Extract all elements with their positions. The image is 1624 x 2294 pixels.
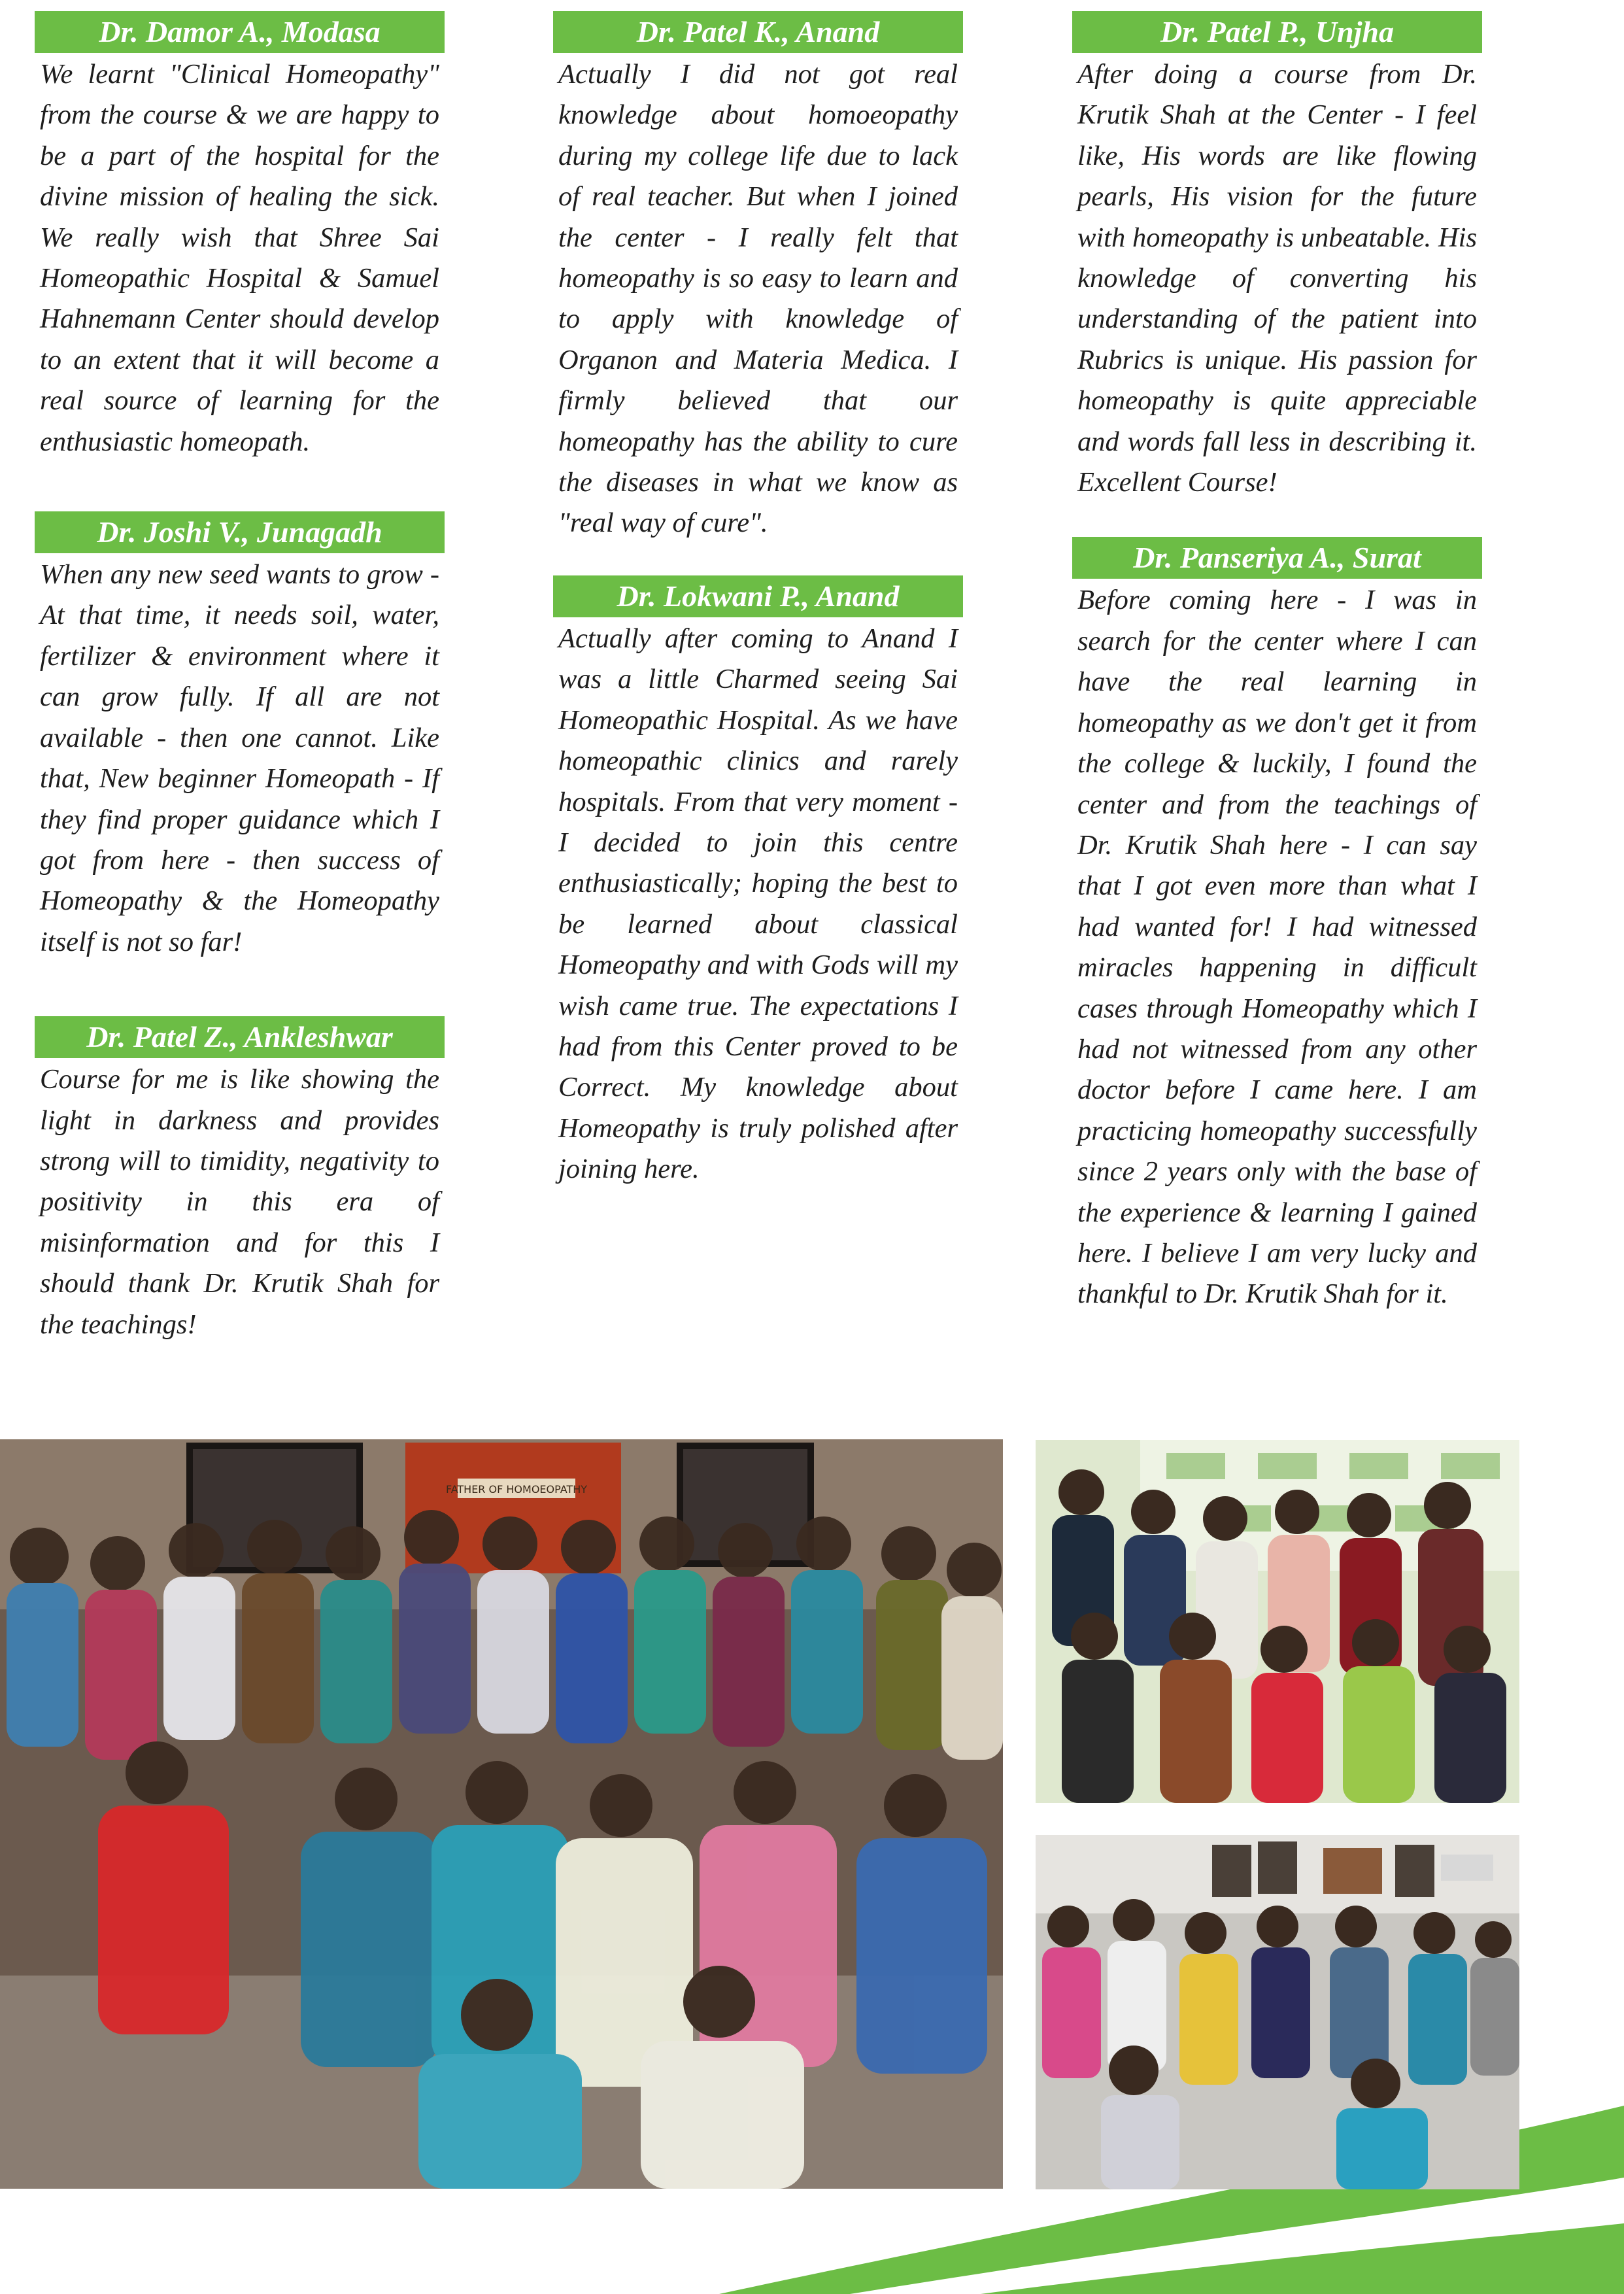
testimonial-name: Dr. Panseriya A., Surat (1072, 537, 1482, 579)
classroom-photo-bottom-right (1036, 1835, 1519, 2189)
testimonial-text: When any new seed wants to grow - At that time, it needs soil, water, fertilizer & environment where it can grow fully. If all are not available - then one cannot. Like that, New beginner Homeopath - If they find proper guidance which I got from here - then success of Homeopathy & the Homeopathy itself is not so far! (40, 559, 439, 957)
testimonial-name: Dr. Joshi V., Junagadh (35, 511, 445, 553)
testimonial-name: Dr. Lokwani P., Anand (553, 575, 963, 617)
testimonial-name: Dr. Patel P., Unjha (1072, 11, 1482, 53)
group-photo-large (0, 1439, 1003, 2189)
testimonial-name: Dr. Patel Z., Ankleshwar (35, 1016, 445, 1058)
testimonial-text: Actually after coming to Anand I was a little Charmed seeing Sai Homeopathic Hospital. As we have homeopathic clinics and rarely hospitals. From that very moment - I decided to join this centre enthusiastically; hoping the best to be learned about classical Homeopathy and with Gods will my wish came true. The expectations I had from this Center proved to be Correct. My knowledge about Homeopathy is truly polished after joining here. (558, 623, 958, 1185)
testimonial-name: Dr. Patel K., Anand (553, 11, 963, 53)
photo-banner-text: FATHER OF HOMOEOPATHY (445, 1483, 588, 1496)
testimonial-name: Dr. Damor A., Modasa (35, 11, 445, 53)
testimonial-text: Course for me is like showing the light in darkness and provides strong will to timidity, negativity to positivity in this era of misinformation and for this I should thank Dr. Krutik Shah for the teachings! (40, 1064, 439, 1340)
testimonial-text: Before coming here - I was in search for the center where I can have the real learning in homeopathy as we don't get it from the college & luckily, I found the center and from the teachings of Dr. Krutik Shah here - I can say that I got even more than what I had wanted for! I had witnessed miracles happening in difficult cases through Homeopathy which I had not witnessed from any other doctor before I came here. I am practicing homeopathy successfully since 2 years only with the base of the experience & learning I gained here. I believe I am very lucky and thankful to Dr. Krutik Shah for it. (1077, 585, 1477, 1310)
group-photo-top-right (1036, 1440, 1519, 1803)
testimonial-text: Actually I did not got real knowledge about homoeopathy during my college life due to lack of real teacher. But when I joined the center - I really felt that homeopathy is so easy to learn and to apply with knowledge of Organon and Materia Medica. I firmly believed that our homeopathy has the ability to cure the diseases in what we know as "real way of cure". (558, 59, 958, 539)
testimonial-text: We learnt "Clinical Homeopathy" from the course & we are happy to be a part of the hospital for the divine mission of healing the sick. We really wish that Shree Sai Homeopathic Hospital & Samuel Hahnemann Center should develop to an extent that it will become a real source of learning for the enthusiastic homeopath. (40, 59, 439, 457)
testimonial-text: After doing a course from Dr. Krutik Shah at the Center - I feel like, His words are like flowing pearls, His vision for the future with homeopathy is unbeatable. His knowledge of converting his understanding of the patient into Rubrics is unique. His passion for homeopathy is quite appreciable and words fall less in describing it. Excellent Course! (1077, 59, 1477, 498)
